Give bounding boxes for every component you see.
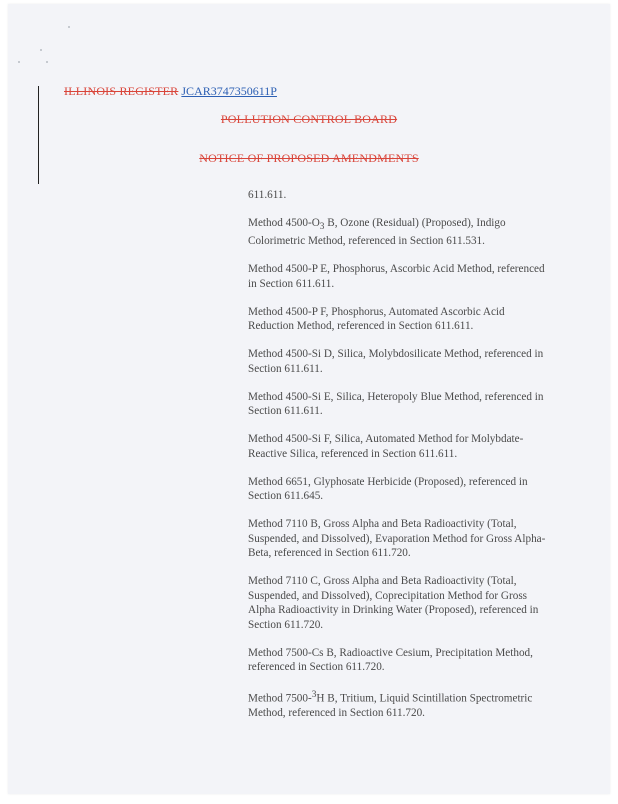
- notice-title-struck: NOTICE OF PROPOSED AMENDMENTS: [199, 151, 419, 165]
- entry-subscript: 3: [319, 221, 325, 232]
- register-name-struck: ILLINOIS REGISTER: [64, 84, 179, 98]
- board-name-struck: POLLUTION CONTROL BOARD: [220, 112, 398, 126]
- method-entry: Method 6651, Glyphosate Herbicide (Proposed), referenced in Section 611.645.: [248, 475, 528, 503]
- method-entry: [248, 688, 548, 721]
- scan-speck: [46, 61, 48, 63]
- entry-superscript: 3: [311, 690, 317, 701]
- continuation-text: 611.611.: [248, 189, 287, 201]
- method-entry: [248, 216, 548, 249]
- entry-text-start: Method 7500-: [248, 692, 312, 705]
- method-entry: Method 7110 C, Gross Alpha and Beta Radioactivity (Total, Suspended, and Dissolved), Coprecipitation Method for Gross Alpha Radioactivity in Drinking Water (Proposed), referenced in Section 611.720.: [248, 575, 539, 631]
- revision-change-bar: [38, 86, 39, 184]
- method-entry: Method 4500-Si E, Silica, Heteropoly Blue Method, referenced in Section 611.611.: [248, 390, 544, 418]
- method-entry: Method 4500-P F, Phosphorus, Automated Ascorbic Acid Reduction Method, referenced in Section 611.611.: [248, 305, 505, 333]
- method-entry: Method 4500-P E, Phosphorus, Ascorbic Acid Method, referenced in Section 611.611.: [248, 263, 545, 290]
- method-list: [248, 188, 548, 734]
- entry-text-end: H B, Tritium, Liquid Scintillation Spectrometric Method, referenced in Section 611.720.: [248, 692, 533, 720]
- method-entry: Method 7500-Cs B, Radioactive Cesium, Precipitation Method, referenced in Section 611.720.: [248, 646, 533, 674]
- method-entry: Method 7110 B, Gross Alpha and Beta Radioactivity (Total, Suspended, and Dissolved), Evaporation Method for Gross Alpha-Beta, referenced in Section 611.720.: [248, 518, 546, 560]
- document-page: [8, 4, 610, 794]
- register-header: [64, 84, 277, 99]
- scan-speck: [40, 49, 42, 51]
- method-entry: Method 4500-Si F, Silica, Automated Method for Molybdate-Reactive Silica, referenced in Section 611.611.: [248, 433, 524, 460]
- entry-text-start: Method 4500-O: [248, 216, 320, 229]
- board-heading: [8, 112, 610, 127]
- scan-speck: [18, 61, 20, 63]
- entry-text-end: B, Ozone (Residual) (Proposed), Indigo Colorimetric Method, referenced in Section 611.531.: [248, 216, 506, 248]
- scan-speck: [68, 26, 70, 28]
- jcar-code-inserted: JCAR3747350611P: [181, 84, 277, 98]
- method-entry: Method 4500-Si D, Silica, Molybdosilicate Method, referenced in Section 611.611.: [248, 348, 544, 375]
- notice-heading: [8, 151, 610, 166]
